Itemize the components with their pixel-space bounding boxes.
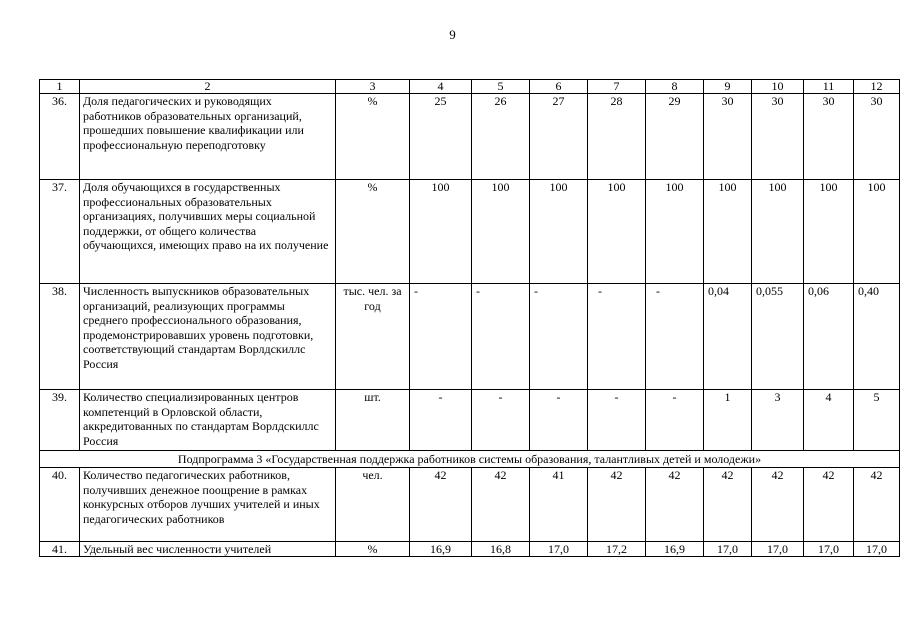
value-cell: 100	[854, 180, 900, 284]
value-cell: 17,2	[588, 542, 646, 557]
value-cell: 17,0	[854, 542, 900, 557]
indicator-name: Количество специализированных центров компетенций в Орловской области, аккредитованных по стандартам Ворлдскиллс Россия	[80, 390, 336, 451]
unit-cell: %	[336, 94, 410, 180]
value-cell: 100	[752, 180, 804, 284]
column-header: 5	[472, 80, 530, 94]
indicator-name: Количество педагогических работников, получивших денежное поощрение в рамках конкурсных отборов лучших учителей и иных педагогических работников	[80, 468, 336, 542]
value-cell: -	[472, 390, 530, 451]
value-cell: 42	[854, 468, 900, 542]
value-cell: 30	[704, 94, 752, 180]
value-cell: -	[472, 284, 530, 390]
row-number: 41.	[40, 542, 80, 557]
table-row	[40, 94, 900, 180]
table-row	[40, 468, 900, 542]
row-number: 40.	[40, 468, 80, 542]
value-cell: 100	[646, 180, 704, 284]
unit-cell: тыс. чел. за год	[336, 284, 410, 390]
value-cell: 100	[472, 180, 530, 284]
value-cell: 42	[646, 468, 704, 542]
table-row	[40, 180, 900, 284]
value-cell: -	[410, 284, 472, 390]
value-cell: 42	[410, 468, 472, 542]
table-row	[40, 542, 900, 557]
unit-cell: шт.	[336, 390, 410, 451]
column-header: 12	[854, 80, 900, 94]
value-cell: 16,8	[472, 542, 530, 557]
column-header: 3	[336, 80, 410, 94]
row-number: 37.	[40, 180, 80, 284]
unit-cell: чел.	[336, 468, 410, 542]
value-cell: 42	[704, 468, 752, 542]
value-cell: 16,9	[646, 542, 704, 557]
subprogram-title: Подпрограмма 3 «Государственная поддержка работников системы образования, талантливых детей и молодежи»	[40, 451, 900, 468]
value-cell: 30	[752, 94, 804, 180]
table-row	[40, 390, 900, 451]
value-cell: 100	[588, 180, 646, 284]
value-cell: 27	[530, 94, 588, 180]
value-cell: 26	[472, 94, 530, 180]
column-header: 6	[530, 80, 588, 94]
value-cell: 17,0	[804, 542, 854, 557]
value-cell: 4	[804, 390, 854, 451]
indicator-name: Доля педагогических и руководящих работников образовательных организаций, прошедших повышение квалификации или профессиональную переподготовку	[80, 94, 336, 180]
value-cell: -	[530, 390, 588, 451]
value-cell: 0,40	[854, 284, 900, 390]
column-header: 10	[752, 80, 804, 94]
column-header: 8	[646, 80, 704, 94]
value-cell: 0,04	[704, 284, 752, 390]
subprogram-header-row	[40, 451, 900, 468]
value-cell: 5	[854, 390, 900, 451]
unit-cell: %	[336, 180, 410, 284]
value-cell: 17,0	[530, 542, 588, 557]
value-cell: 29	[646, 94, 704, 180]
value-cell: 17,0	[704, 542, 752, 557]
column-header: 1	[40, 80, 80, 94]
value-cell: 28	[588, 94, 646, 180]
column-header: 4	[410, 80, 472, 94]
value-cell: -	[588, 284, 646, 390]
indicator-name: Удельный вес численности учителей	[80, 542, 336, 557]
column-header: 9	[704, 80, 752, 94]
page-number: 9	[449, 27, 456, 42]
indicator-name: Доля обучающихся в государственных профессиональных образовательных организациях, получивших меры социальной поддержки, от общего количества обучающихся, имеющих право на их получение	[80, 180, 336, 284]
value-cell: -	[410, 390, 472, 451]
value-cell: 42	[588, 468, 646, 542]
value-cell: 100	[410, 180, 472, 284]
value-cell: 42	[804, 468, 854, 542]
value-cell: 1	[704, 390, 752, 451]
indicators-table	[39, 79, 900, 557]
value-cell: 0,06	[804, 284, 854, 390]
value-cell: 3	[752, 390, 804, 451]
value-cell: 42	[752, 468, 804, 542]
value-cell: -	[646, 390, 704, 451]
unit-cell: %	[336, 542, 410, 557]
value-cell: 0,055	[752, 284, 804, 390]
value-cell: -	[530, 284, 588, 390]
value-cell: -	[588, 390, 646, 451]
value-cell: 41	[530, 468, 588, 542]
row-number: 38.	[40, 284, 80, 390]
value-cell: 100	[704, 180, 752, 284]
column-header: 11	[804, 80, 854, 94]
value-cell: 100	[530, 180, 588, 284]
column-header: 2	[80, 80, 336, 94]
value-cell: 42	[472, 468, 530, 542]
value-cell: 30	[804, 94, 854, 180]
value-cell: 25	[410, 94, 472, 180]
value-cell: 100	[804, 180, 854, 284]
column-header: 7	[588, 80, 646, 94]
value-cell: 30	[854, 94, 900, 180]
row-number: 39.	[40, 390, 80, 451]
value-cell: 17,0	[752, 542, 804, 557]
table-row	[40, 284, 900, 390]
row-number: 36.	[40, 94, 80, 180]
column-number-row	[40, 80, 900, 94]
value-cell: -	[646, 284, 704, 390]
indicator-name: Численность выпускников образовательных организаций, реализующих программы среднего профессионального образования, продемонстрировавших уровень подготовки, соответствующий стандартам Ворлдскиллс Россия	[80, 284, 336, 390]
value-cell: 16,9	[410, 542, 472, 557]
